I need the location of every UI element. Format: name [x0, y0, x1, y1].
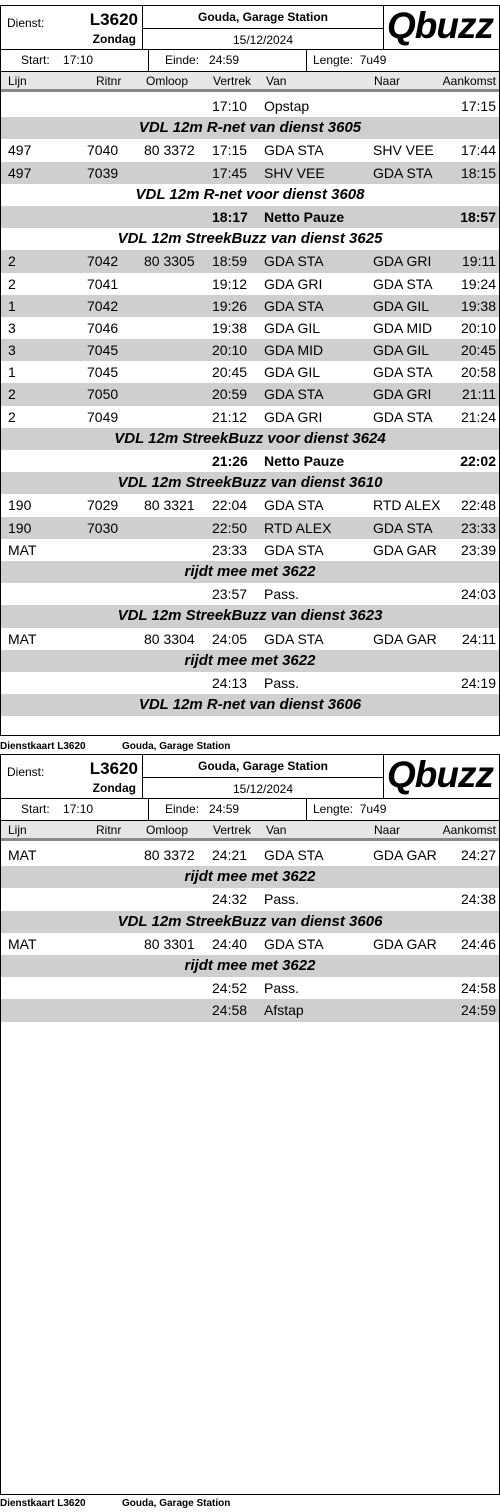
- col-vertrek: Vertrek: [213, 74, 252, 88]
- cell-ritnr: 7050: [87, 386, 119, 403]
- cell-lijn: MAT: [8, 935, 37, 952]
- duty-info-bar: [1, 799, 499, 821]
- cell-van: GDA GRI: [264, 275, 323, 292]
- cell-van: GDA STA: [264, 497, 324, 514]
- cell-naar: GDA MID: [373, 319, 433, 336]
- cell-lijn: 2: [8, 408, 16, 425]
- service-date: 15/12/2024: [232, 782, 294, 796]
- section-title: VDL 12m StreekBuzz van dienst 3623: [117, 607, 383, 625]
- cell-omloop: 80 3304: [144, 630, 195, 647]
- divider: [143, 28, 383, 29]
- cell-naar: GDA GAR: [373, 847, 437, 863]
- cell-vertrek: 24:52: [212, 980, 248, 997]
- cell-van: Pass.: [264, 891, 300, 908]
- dienst-label: Dienst:: [7, 765, 45, 779]
- cell-vertrek: 23:57: [212, 586, 248, 603]
- cell-aankomst: 23:39: [460, 541, 496, 558]
- location-name: Gouda, Garage Station: [197, 10, 329, 24]
- footer-location: Gouda, Garage Station: [122, 1498, 231, 1509]
- cell-naar: GDA STA: [373, 164, 433, 181]
- cell-vertrek: 24:40: [212, 935, 248, 952]
- cell-ritnr: 7042: [87, 253, 119, 270]
- cell-vertrek: 21:26: [212, 453, 248, 469]
- cell-naar: GDA GIL: [373, 342, 430, 359]
- section-header-row: [1, 472, 499, 494]
- dienst-cell: [1, 755, 143, 799]
- cell-van: Pass.: [264, 586, 300, 603]
- cell-aankomst: 22:48: [460, 497, 496, 514]
- col-van: Van: [266, 74, 287, 88]
- column-header: [1, 821, 499, 841]
- table-row: [1, 295, 499, 317]
- col-aankomst: Aankomst: [442, 74, 496, 88]
- cell-aankomst: 24:46: [460, 935, 496, 952]
- divider: [143, 777, 383, 778]
- cell-aankomst: 19:24: [460, 275, 496, 292]
- start-time: 17:10: [63, 802, 94, 816]
- cell-vertrek: 17:45: [212, 164, 248, 181]
- einde-time: 24:59: [209, 802, 240, 816]
- dienst-number: L3620: [89, 10, 138, 29]
- section-header-row: [1, 955, 499, 977]
- table-row: [1, 672, 499, 694]
- cell-naar: GDA GIL: [373, 297, 430, 314]
- lengte-label: Lengte:: [313, 53, 354, 67]
- cell-van: GDA STA: [264, 142, 324, 159]
- cell-van: Netto Pauze: [264, 208, 345, 225]
- table-row: [1, 339, 499, 361]
- col-lijn: Lijn: [8, 823, 27, 837]
- table-row: [1, 95, 499, 117]
- cell-van: GDA STA: [264, 630, 324, 647]
- duty-info-bar: [1, 50, 499, 72]
- cell-ritnr: 7039: [87, 164, 119, 181]
- col-van: Van: [266, 823, 287, 837]
- cell-aankomst: 19:11: [462, 253, 496, 270]
- cell-lijn: 497: [8, 142, 32, 159]
- cell-van: GDA STA: [264, 847, 324, 863]
- cell-van: GDA GRI: [264, 408, 323, 425]
- cell-aankomst: 24:19: [460, 674, 496, 691]
- cell-aankomst: 23:33: [460, 519, 496, 536]
- duty-card-page-2: [0, 754, 500, 1495]
- section-header-row: [1, 117, 499, 139]
- dienst-cell: [1, 6, 143, 50]
- table-row: [1, 361, 499, 383]
- start-label: Start:: [21, 802, 50, 816]
- table-row: [1, 250, 499, 272]
- lengte-cell: [307, 50, 499, 71]
- cell-vertrek: 17:15: [212, 142, 248, 159]
- col-aankomst: Aankomst: [442, 823, 496, 837]
- cell-vertrek: 19:26: [212, 297, 248, 314]
- cell-aankomst: 18:57: [460, 208, 496, 225]
- cell-lijn: 190: [8, 497, 32, 514]
- table-row: [1, 933, 499, 955]
- cell-naar: SHV VEE: [373, 142, 434, 159]
- table-row: [1, 583, 499, 605]
- cell-aankomst: 20:58: [460, 364, 496, 381]
- table-row: [1, 977, 499, 999]
- cell-vertrek: 24:05: [212, 630, 248, 647]
- cell-vertrek: 18:59: [212, 253, 248, 270]
- cell-aankomst: 24:58: [460, 980, 496, 997]
- qbuzz-logo: Qbuzz: [387, 5, 493, 46]
- cell-vertrek: 18:17: [212, 208, 248, 225]
- cell-van: Opstap: [264, 98, 310, 114]
- cell-omloop: 80 3301: [144, 935, 195, 952]
- cell-vertrek: 24:21: [212, 847, 248, 863]
- lengte-value: 7u49: [359, 53, 387, 67]
- cell-aankomst: 18:15: [460, 164, 496, 181]
- cell-naar: GDA STA: [373, 408, 433, 425]
- einde-label: Einde:: [165, 53, 200, 67]
- col-omloop: Omloop: [146, 823, 189, 837]
- start-cell: [1, 50, 149, 71]
- section-header-row: [1, 694, 499, 716]
- table-row: [1, 162, 499, 184]
- table-row: [1, 888, 499, 910]
- cell-vertrek: 21:12: [212, 408, 248, 425]
- cell-naar: RTD ALEX: [373, 497, 441, 514]
- cell-aankomst: 24:11: [462, 630, 496, 647]
- cell-van: Pass.: [264, 980, 300, 997]
- section-header-row: [1, 650, 499, 672]
- card-header: [1, 6, 499, 50]
- start-label: Start:: [21, 53, 50, 67]
- cell-vertrek: 24:58: [212, 1002, 248, 1019]
- einde-label: Einde:: [165, 802, 200, 816]
- cell-vertrek: 23:33: [212, 541, 248, 558]
- einde-time: 24:59: [209, 53, 240, 67]
- column-header: [1, 72, 499, 92]
- table-row: [1, 494, 499, 516]
- service-date: 15/12/2024: [232, 33, 294, 47]
- card-header: [1, 755, 499, 799]
- cell-naar: GDA STA: [373, 519, 433, 536]
- footer-card-label: Dienstkaart L3620: [0, 741, 86, 752]
- cell-lijn: MAT: [8, 541, 37, 558]
- cell-lijn: 2: [8, 275, 16, 292]
- section-title: VDL 12m StreekBuzz van dienst 3610: [117, 474, 383, 492]
- cell-ritnr: 7041: [87, 275, 119, 292]
- section-header-row: [1, 605, 499, 627]
- cell-vertrek: 22:50: [212, 519, 248, 536]
- duty-rows: [1, 95, 499, 716]
- cell-omloop: 80 3372: [144, 847, 195, 863]
- table-row: [1, 206, 499, 228]
- lengte-cell: [307, 799, 499, 820]
- col-naar: Naar: [374, 74, 401, 88]
- cell-aankomst: 17:44: [460, 142, 496, 159]
- cell-vertrek: 20:59: [212, 386, 248, 403]
- section-title: rijdt mee met 3622: [184, 956, 316, 974]
- cell-vertrek: 24:32: [212, 891, 248, 908]
- cell-van: SHV VEE: [264, 164, 325, 181]
- cell-lijn: 190: [8, 519, 32, 536]
- cell-aankomst: 24:03: [460, 586, 496, 603]
- cell-aankomst: 24:27: [460, 847, 496, 863]
- cell-ritnr: 7030: [87, 519, 119, 536]
- dienst-number: L3620: [89, 759, 138, 778]
- section-title: rijdt mee met 3622: [184, 868, 316, 886]
- section-title: VDL 12m StreekBuzz van dienst 3625: [117, 230, 383, 248]
- table-row: [1, 383, 499, 405]
- cell-naar: GDA GAR: [373, 541, 437, 558]
- col-ritnr: Ritnr: [96, 74, 122, 88]
- cell-aankomst: 22:02: [460, 453, 496, 469]
- lengte-label: Lengte:: [313, 802, 354, 816]
- qbuzz-logo: Qbuzz: [387, 754, 493, 795]
- cell-naar: GDA GAR: [373, 630, 437, 647]
- table-row: [1, 628, 499, 650]
- location-cell: [143, 6, 384, 50]
- cell-ritnr: 7049: [87, 408, 119, 425]
- duty-card-page-1: [0, 5, 500, 741]
- table-row: [1, 517, 499, 539]
- section-title: rijdt mee met 3622: [184, 562, 316, 580]
- cell-ritnr: 7045: [87, 342, 119, 359]
- cell-van: Afstap: [264, 1002, 304, 1019]
- location-cell: [143, 755, 384, 799]
- table-row: [1, 317, 499, 339]
- cell-vertrek: 19:12: [212, 275, 248, 292]
- table-row: [1, 539, 499, 561]
- cell-ritnr: 7042: [87, 297, 119, 314]
- footer-location: Gouda, Garage Station: [122, 741, 231, 752]
- cell-lijn: 2: [8, 386, 16, 403]
- cell-omloop: 80 3372: [144, 142, 195, 159]
- cell-lijn: 3: [8, 342, 16, 359]
- duty-card-frame: [0, 754, 500, 1495]
- cell-van: GDA STA: [264, 541, 324, 558]
- table-row: [1, 844, 499, 866]
- col-lijn: Lijn: [8, 74, 27, 88]
- einde-cell: [149, 799, 307, 820]
- cell-lijn: MAT: [8, 847, 37, 863]
- cell-aankomst: 24:59: [460, 1002, 496, 1019]
- cell-van: GDA STA: [264, 253, 324, 270]
- table-row: [1, 450, 499, 472]
- logo-cell: [384, 755, 499, 799]
- cell-omloop: 80 3305: [144, 253, 195, 270]
- duty-rows: [1, 844, 499, 1022]
- cell-naar: GDA GRI: [373, 253, 432, 270]
- section-header-row: [1, 866, 499, 888]
- cell-aankomst: 21:24: [460, 408, 496, 425]
- col-naar: Naar: [374, 823, 401, 837]
- col-ritnr: Ritnr: [96, 823, 122, 837]
- cell-lijn: MAT: [8, 630, 37, 647]
- cell-van: Pass.: [264, 674, 300, 691]
- section-title: VDL 12m R-net voor dienst 3608: [135, 185, 365, 203]
- cell-lijn: 1: [8, 297, 16, 314]
- cell-naar: GDA STA: [373, 275, 433, 292]
- cell-naar: GDA STA: [373, 364, 433, 381]
- cell-van: GDA STA: [264, 297, 324, 314]
- section-header-row: [1, 184, 499, 206]
- section-title: VDL 12m R-net van dienst 3606: [138, 696, 362, 714]
- table-row: [1, 999, 499, 1021]
- cell-van: GDA STA: [264, 935, 324, 952]
- cell-vertrek: 20:45: [212, 364, 248, 381]
- cell-ritnr: 7046: [87, 319, 119, 336]
- cell-van: GDA MID: [264, 342, 324, 359]
- cell-ritnr: 7040: [87, 142, 119, 159]
- location-name: Gouda, Garage Station: [197, 759, 329, 773]
- cell-van: Netto Pauze: [264, 453, 345, 469]
- cell-aankomst: 17:15: [460, 98, 496, 114]
- cell-aankomst: 20:10: [460, 319, 496, 336]
- cell-van: GDA GIL: [264, 319, 321, 336]
- einde-cell: [149, 50, 307, 71]
- cell-van: GDA STA: [264, 386, 324, 403]
- cell-lijn: 497: [8, 164, 32, 181]
- section-header-row: [1, 428, 499, 450]
- duty-card-frame: [0, 5, 500, 736]
- cell-vertrek: 19:38: [212, 319, 248, 336]
- table-row: [1, 139, 499, 161]
- cell-aankomst: 24:38: [460, 891, 496, 908]
- cell-vertrek: 22:04: [212, 497, 248, 514]
- cell-aankomst: 21:11: [462, 386, 496, 403]
- dienst-day: Zondag: [92, 32, 136, 46]
- table-row: [1, 273, 499, 295]
- lengte-value: 7u49: [359, 802, 387, 816]
- section-title: VDL 12m StreekBuzz van dienst 3606: [117, 912, 383, 930]
- table-row: [1, 406, 499, 428]
- section-header-row: [1, 561, 499, 583]
- cell-ritnr: 7045: [87, 364, 119, 381]
- section-header-row: [1, 911, 499, 933]
- col-vertrek: Vertrek: [213, 823, 252, 837]
- dienst-label: Dienst:: [7, 16, 45, 30]
- start-cell: [1, 799, 149, 820]
- cell-van: RTD ALEX: [264, 519, 332, 536]
- footer-card-label: Dienstkaart L3620: [0, 1498, 86, 1509]
- section-title: VDL 12m R-net van dienst 3605: [138, 119, 362, 137]
- start-time: 17:10: [63, 53, 94, 67]
- logo-cell: [384, 6, 499, 50]
- cell-lijn: 1: [8, 364, 16, 381]
- col-omloop: Omloop: [146, 74, 189, 88]
- dienst-day: Zondag: [92, 781, 136, 795]
- cell-omloop: 80 3321: [144, 497, 195, 514]
- cell-naar: GDA GRI: [373, 386, 432, 403]
- cell-ritnr: 7029: [87, 497, 119, 514]
- section-title: VDL 12m StreekBuzz voor dienst 3624: [114, 429, 386, 447]
- section-header-row: [1, 228, 499, 250]
- cell-naar: GDA GAR: [373, 935, 437, 952]
- cell-lijn: 2: [8, 253, 16, 270]
- cell-vertrek: 20:10: [212, 342, 248, 359]
- section-title: rijdt mee met 3622: [184, 651, 316, 669]
- cell-vertrek: 24:13: [212, 674, 248, 691]
- cell-aankomst: 19:38: [460, 297, 496, 314]
- cell-aankomst: 20:45: [460, 342, 496, 359]
- cell-vertrek: 17:10: [212, 98, 248, 114]
- cell-van: GDA GIL: [264, 364, 321, 381]
- cell-lijn: 3: [8, 319, 16, 336]
